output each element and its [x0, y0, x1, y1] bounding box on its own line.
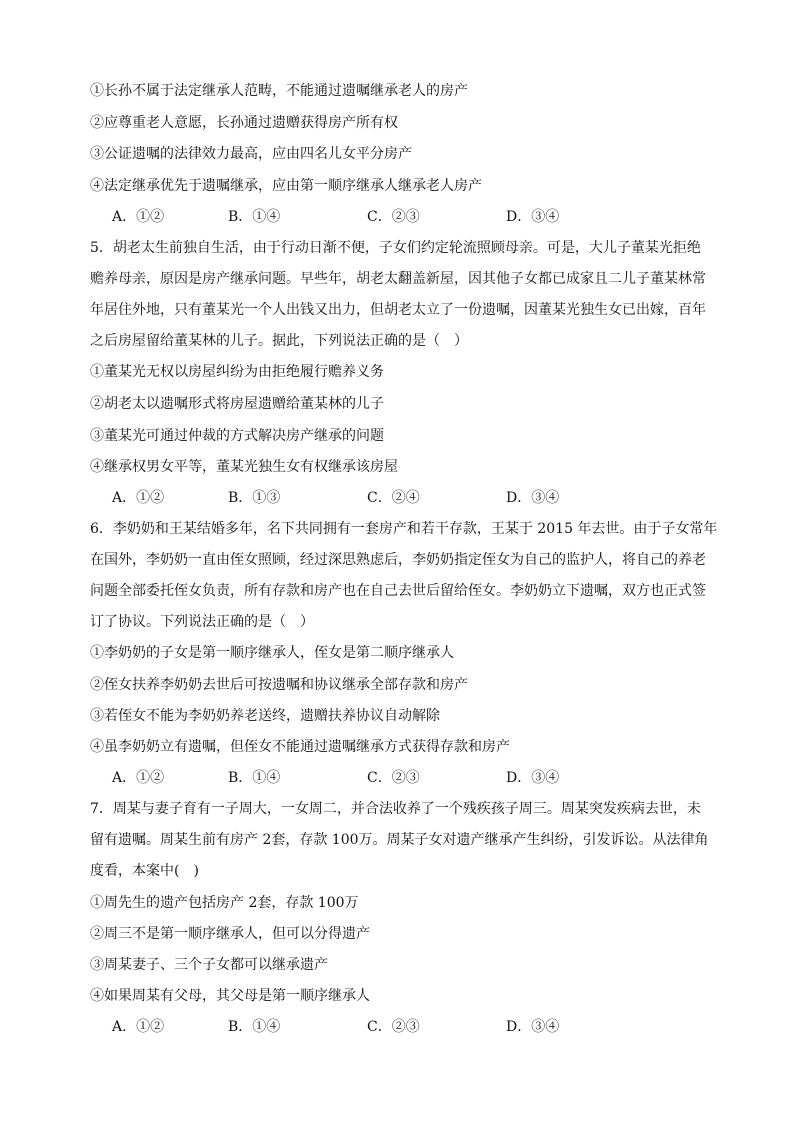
q7-statement-4: ④如果周某有父母，其父母是第一顺序继承人 — [90, 988, 370, 1004]
q7-options — [112, 1017, 592, 1037]
q4-statement-1: ①长孙不属于法定继承人范畴，不能通过遗嘱继承老人的房产 — [90, 83, 468, 99]
q4-statement-3: ③公证遗嘱的法律效力最高，应由四名儿女平分房产 — [90, 146, 412, 162]
q5-option-a[interactable]: A．①② — [112, 490, 165, 506]
q7-statement-1: ①周先生的遗产包括房产 2套，存款 100万 — [90, 895, 359, 911]
q5-statement-4: ④继承权男女平等，董某光独生女有权继承该房屋 — [90, 459, 398, 475]
q4-option-a[interactable]: A．①② — [112, 209, 165, 225]
q6-stem-line-4: 订了协议。下列说法正确的是（ ） — [90, 614, 314, 630]
q4-options — [112, 207, 592, 227]
q7-option-a[interactable]: A．①② — [112, 1019, 165, 1035]
q5-stem-line-2: 赡养母亲，原因是房产继承问题。早些年，胡老太翻盖新屋，因其他子女都已成家且二儿子董某林常 — [90, 271, 706, 287]
q4-statement-2: ②应尊重老人意愿，长孙通过遗赠获得房产所有权 — [90, 115, 398, 131]
q6-stem-line-1: 6．李奶奶和王某结婚多年，名下共同拥有一套房产和若干存款，王某于 2015 年去世。由于子女常年 — [90, 521, 718, 537]
q5-stem-line-3: 年居住外地，只有董某光一个人出钱又出力，但胡老太立了一份遗嘱，因董某光独生女已出嫁，百年 — [90, 302, 706, 318]
q7-stem-line-1: 7．周某与妻子育有一子周大，一女周二，并合法收养了一个残疾孩子周三。周某突发疾病去世，未 — [90, 801, 701, 817]
q7-statement-2: ②周三不是第一顺序继承人，但可以分得遗产 — [90, 926, 370, 942]
q4-option-c[interactable]: C．②③ — [367, 209, 420, 225]
q7-option-c[interactable]: C．②③ — [367, 1019, 420, 1035]
q5-statement-2: ②胡老太以遗嘱形式将房屋遗赠给董某林的儿子 — [90, 396, 384, 412]
q6-option-a[interactable]: A．①② — [112, 770, 165, 786]
q6-option-c[interactable]: C．②③ — [367, 770, 420, 786]
q5-option-d[interactable]: D．③④ — [506, 490, 560, 506]
q6-statement-1: ①李奶奶的子女是第一顺序继承人，侄女是第二顺序继承人 — [90, 645, 454, 661]
q6-option-d[interactable]: D．③④ — [506, 770, 560, 786]
q4-option-d[interactable]: D．③④ — [506, 209, 560, 225]
q5-statement-1: ①董某光无权以房屋纠纷为由拒绝履行赡养义务 — [90, 364, 384, 380]
q5-option-c[interactable]: C．②④ — [367, 490, 420, 506]
q7-option-b[interactable]: B．①④ — [228, 1019, 281, 1035]
q5-stem-line-4: 之后房屋留给董某林的儿子。据此，下列说法正确的是（ ） — [90, 333, 468, 349]
q4-option-b[interactable]: B．①④ — [228, 209, 281, 225]
q7-stem-line-3: 度看，本案中( ) — [90, 863, 199, 879]
q7-statement-3: ③周某妻子、三个子女都可以继承遗产 — [90, 957, 328, 973]
q6-stem-line-2: 在国外，李奶奶一直由侄女照顾，经过深思熟虑后，李奶奶指定侄女为自己的监护人，将自己的养老 — [90, 552, 706, 568]
q4-statement-4: ④法定继承优先于遗嘱继承，应由第一顺序继承人继承老人房产 — [90, 178, 482, 194]
q6-stem-line-3: 问题全部委托侄女负责，所有存款和房产也在自己去世后留给侄女。李奶奶立下遗嘱，双方也正式签 — [90, 583, 706, 599]
q6-option-b[interactable]: B．①④ — [228, 770, 281, 786]
q6-options — [112, 768, 592, 788]
q7-option-d[interactable]: D．③④ — [506, 1019, 560, 1035]
q5-stem-line-1: 5．胡老太生前独自生活，由于行动日渐不便，子女们约定轮流照顾母亲。可是，大儿子董某光拒绝 — [90, 240, 701, 256]
q6-statement-2: ②侄女扶养李奶奶去世后可按遗嘱和协议继承全部存款和房产 — [90, 677, 468, 693]
q6-statement-4: ④虽李奶奶立有遗嘱，但侄女不能通过遗嘱继承方式获得存款和房产 — [90, 739, 510, 755]
q7-stem-line-2: 留有遗嘱。周某生前有房产 2套，存款 100万。周某子女对遗产继承产生纠纷，引发诉讼。从法律角 — [90, 832, 709, 848]
q6-statement-3: ③若侄女不能为李奶奶养老送终，遗赠扶养协议自动解除 — [90, 708, 440, 724]
q5-option-b[interactable]: B．①③ — [228, 490, 281, 506]
q5-statement-3: ③董某光可通过仲裁的方式解决房产继承的问题 — [90, 428, 384, 444]
q5-options — [112, 488, 592, 508]
